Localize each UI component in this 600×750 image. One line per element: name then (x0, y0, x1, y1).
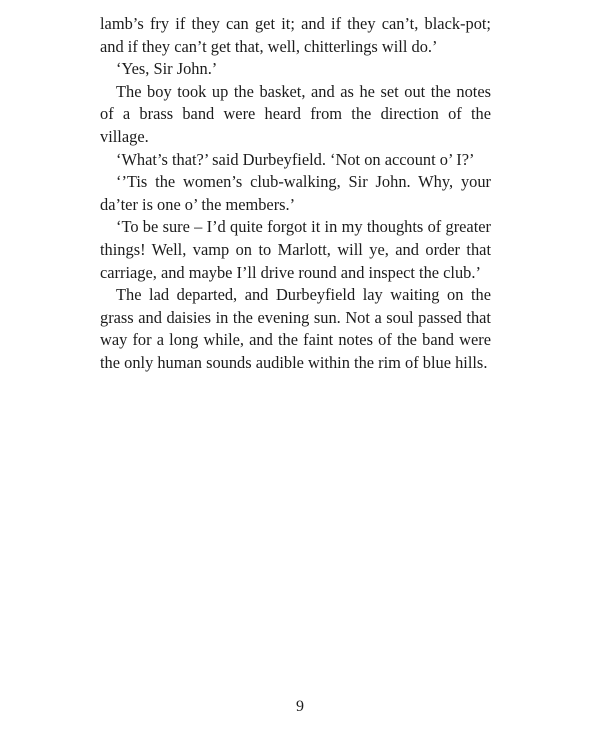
paragraph-continuation: lamb’s fry if they can get it; and if they can’t, black-pot; and if they can’t get that, well, chitterlings will do.’ (100, 14, 491, 56)
page-number: 9 (296, 698, 304, 715)
paragraph-lad-departed: The lad departed, and Durbeyfield lay waiting on the grass and daisies in the evening sun. Not a soul passed that way for a long while, and the faint notes of the band were the only human sounds audible within the rim of blue hills. (100, 285, 491, 372)
paragraph-dialogue-yes-sir-john: ‘Yes, Sir John.’ (116, 59, 218, 79)
paragraph-whats-that: ‘What’s that?’ said Durbeyfield. ‘Not on account o’ I?’ (116, 149, 475, 169)
paragraph-boy-basket: The boy took up the basket, and as he set out the notes of a brass band were heard from the direction of the village. (100, 81, 491, 146)
body-text (100, 13, 491, 375)
paragraph-club-walking: ‘’Tis the women’s club-walking, Sir John. Why, your da’ter is one o’ the members.’ (100, 172, 491, 214)
paragraph-to-be-sure: ‘To be sure – I’d quite forgot it in my thoughts of greater things! Well, vamp on to Marlott, will ye, and order that carriage, and maybe I’ll drive round and inspect the club.’ (100, 217, 491, 282)
